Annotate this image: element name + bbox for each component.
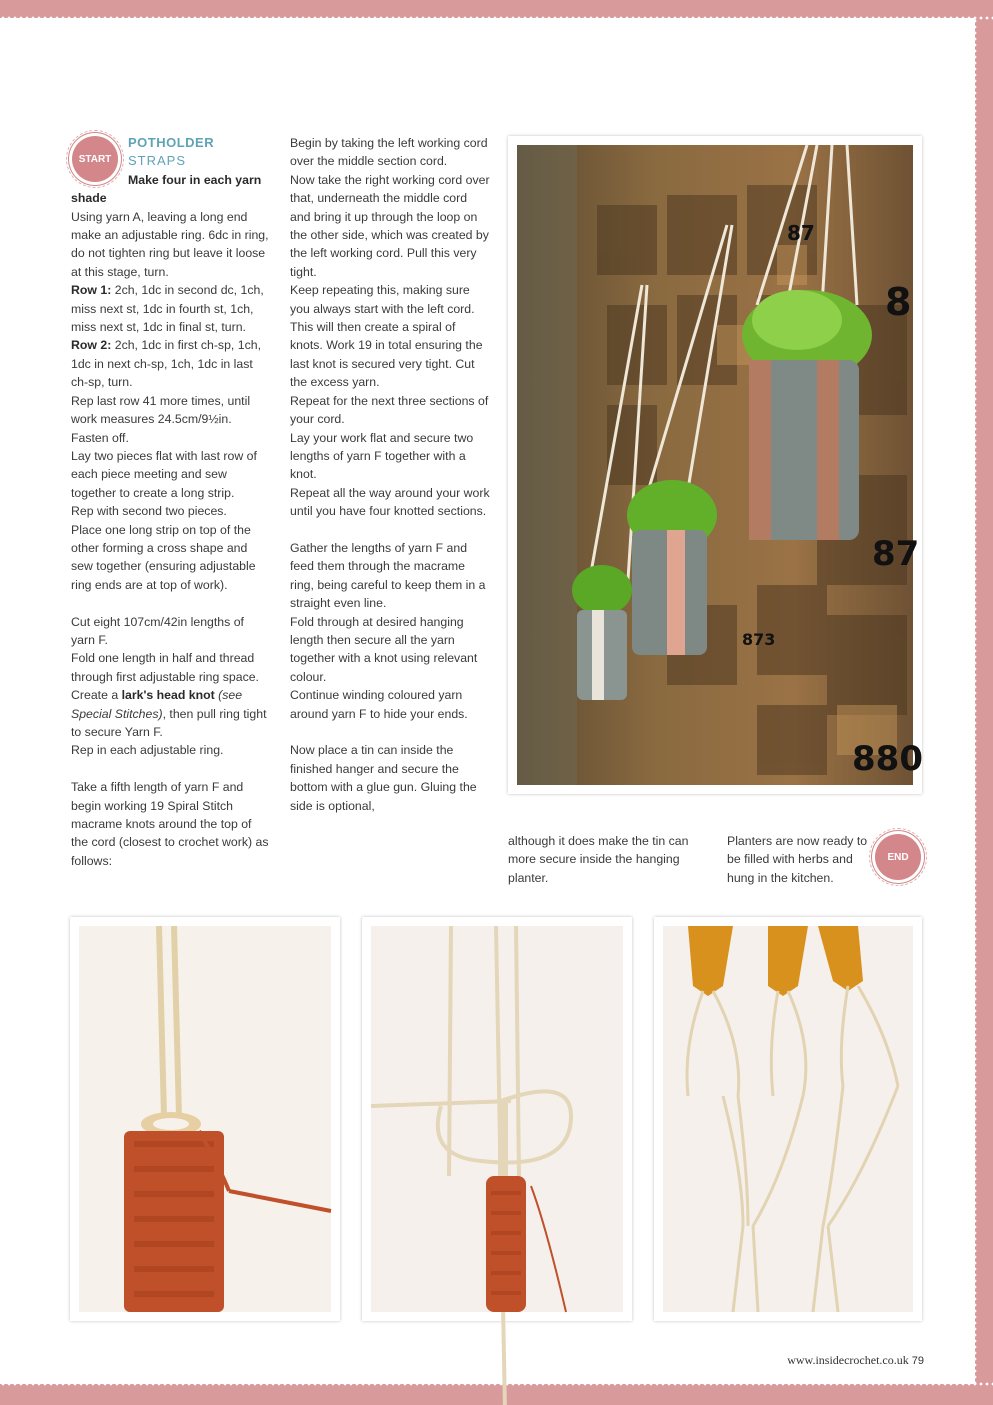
step-photo-2-frame [362, 917, 632, 1321]
col2-p7: Repeat all the way around your work until you have four knotted sections. [290, 485, 490, 519]
section-title: POTHOLDER [128, 135, 215, 150]
col2-p9: Fold through at desired hanging length then secure all the yarn together with a knot using relevant colour. [290, 614, 478, 684]
col1-p4: Rep last row 41 more times, until work measures 24.5cm/9½in. Fasten off. [71, 393, 251, 445]
col4-p1: Planters are now ready to be filled with herbs and hung in the kitchen. [727, 834, 868, 885]
col2-p1: Begin by taking the left working cord over the middle section cord. [290, 136, 488, 169]
section-subtitle: STRAPS [128, 153, 187, 169]
col2-p4: This will then create a spiral of knots. Work 19 in total ensuring the last knot is secured very tight. Cut the excess yarn. [290, 320, 483, 390]
hanging-planters-photo [517, 145, 923, 785]
column-3 [508, 832, 698, 887]
col1-p8: Cut eight 107cm/42in lengths of yarn F. [71, 614, 244, 647]
col3-p1: although it does make the tin can more secure inside the hanging planter. [508, 834, 689, 885]
col1-p7: Place one long strip on top of the other forming a cross shape and sew together (ensuring adjustable ring ends are at top of work). [71, 522, 256, 592]
main-photo-frame [508, 136, 922, 794]
top-scalloped-border [0, 16, 993, 20]
col2-p3: Keep repeating this, making sure you always start with the left cord. [290, 283, 475, 316]
end-badge-label: END [887, 851, 909, 863]
col1-p6: Rep with second two pieces. [71, 504, 227, 519]
col2-p2: Now take the right working cord over that, underneath the middle cord and bring it up through the loop on the other side, which was created by the left working cord. Pull this very tight. [290, 172, 490, 279]
col2-p6: Lay your work flat and secure two lengths of yarn F together with a knot. [290, 430, 474, 482]
col1-p10: Rep in each adjustable ring. [71, 743, 224, 758]
col2-p5: Repeat for the next three sections of your cord. [290, 393, 489, 427]
drawer-number-3: 87 [872, 534, 920, 574]
footer-url: www.insidecrochet.co.uk [787, 1353, 909, 1367]
section-instruction: Make four in each yarn shade [71, 172, 262, 206]
col2-p8: Gather the lengths of yarn F and feed them through the macrame ring, being careful to keep them in a straight even line. [290, 540, 486, 611]
col2-p11: Now place a tin can inside the finished hanger and secure the bottom with a glue gun. Gluing the side is optional, [290, 743, 477, 813]
step-photo-3 [663, 926, 913, 1312]
col1-p5: Lay two pieces flat with last row of each piece meeting and sew together to create a long strip. [71, 448, 257, 500]
col1-row1: Row 1: 2ch, 1dc in second dc, 1ch, miss next st, 1dc in fourth st, 1ch, miss next st, 1dc in final st, turn. [71, 283, 264, 335]
column-1 [71, 134, 269, 870]
col2-p10: Continue winding coloured yarn around yarn F to hide your ends. [290, 688, 468, 721]
end-badge [875, 834, 921, 880]
page-number: 79 [911, 1355, 924, 1367]
start-badge-label: START [78, 153, 112, 165]
step-photo-2 [371, 926, 623, 1312]
bottom-scalloped-border [0, 1382, 993, 1386]
column-2 [290, 134, 490, 815]
step-photo-1 [79, 926, 331, 1312]
col1-p9: Fold one length in half and thread through first adjustable ring space. Create a lark's head knot (see Special Stitches), then pull ring tight to secure Yarn F. [71, 651, 267, 739]
step-photo-1-frame [70, 917, 340, 1321]
col1-p11: Take a fifth length of yarn F and begin working 19 Spiral Stitch macrame knots around the top of the cord (closest to crochet work) as follows: [71, 780, 269, 868]
col1-p1: Using yarn A, leaving a long end make an adjustable ring. 6dc in ring, do not tighten ring but leave it loose at this stage, turn. [71, 209, 269, 279]
step-photo-3-frame [654, 917, 922, 1321]
drawer-number-4: 873 [742, 630, 776, 649]
drawer-number-1: 87 [787, 221, 815, 245]
drawer-number-5: 880 [852, 739, 923, 779]
column-4 [727, 832, 877, 887]
footer [740, 1353, 924, 1368]
right-scalloped-border [973, 18, 977, 1384]
drawer-number-2: 8 [885, 280, 912, 324]
col1-row2: Row 2: 2ch, 1dc in first ch-sp, 1ch, 1dc in next ch-sp, 1ch, 1dc in last ch-sp, turn. [71, 338, 261, 390]
